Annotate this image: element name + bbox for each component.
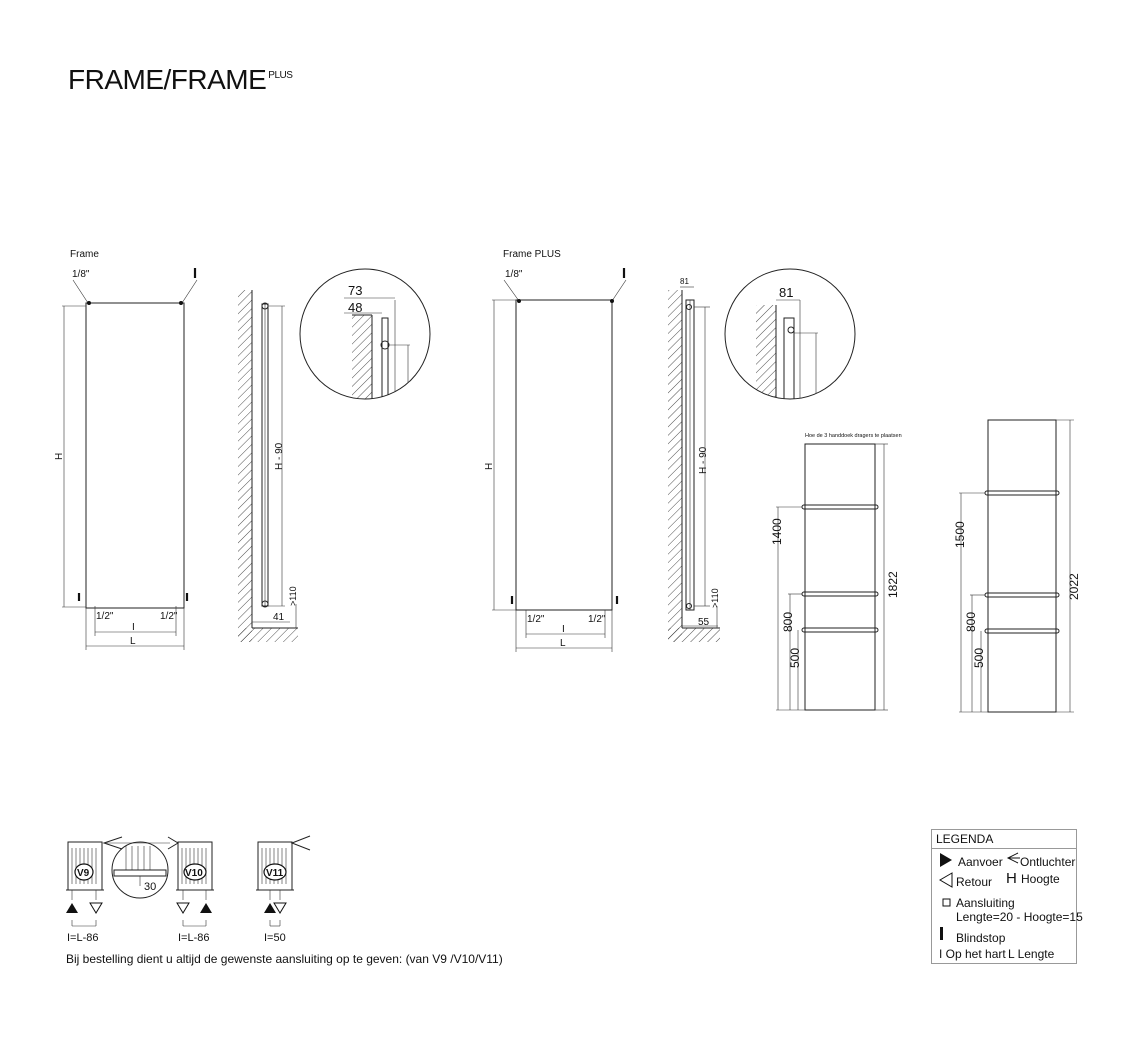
frame-side-view	[238, 290, 298, 642]
towel-rail-bar	[985, 593, 1059, 597]
aanvoer-icon	[66, 903, 78, 913]
blindstop-icon	[939, 926, 947, 942]
v9-label: V9	[77, 868, 90, 879]
frame-dim-41: 41	[273, 612, 285, 623]
frame-plus-label: Frame PLUS	[503, 249, 561, 260]
retour-icon	[177, 903, 189, 913]
connection-zoom	[112, 842, 168, 898]
towel-rail-right	[953, 420, 1081, 712]
legend-aanvoer: Aanvoer	[958, 855, 1003, 869]
towel-dim-1500: 1500	[953, 521, 967, 548]
towel-caption: Hoe de 3 handdoek dragers te plaatsen	[805, 433, 902, 439]
frame-dim-I: I	[132, 622, 135, 633]
connection-v11	[256, 836, 310, 944]
v9-dim: I=L-86	[67, 932, 99, 944]
frame-plus-detail-circle	[725, 269, 855, 408]
towel-dim-2022: 2022	[1067, 573, 1081, 600]
frame-plus-side-view	[668, 277, 720, 642]
legend-ontluchter: Ontluchter	[1020, 855, 1076, 869]
frame-thread-br: 1/2"	[160, 611, 178, 622]
legend-aansluiting-dims: Lengte=20 - Hoogte=15	[956, 910, 1083, 924]
towel-rail-bar	[985, 629, 1059, 633]
retour-icon	[274, 903, 286, 913]
v11-label: V11	[266, 868, 284, 879]
legend-title: LEGENDA	[932, 830, 1076, 849]
connection-v10	[168, 837, 214, 944]
frame-plus-panel	[516, 300, 612, 610]
towel-rail-left	[770, 433, 902, 710]
towel-dim-500: 500	[788, 647, 802, 668]
frame-plus-thread-bl: 1/2"	[527, 614, 545, 625]
frame-plus-dim-55: 55	[698, 617, 710, 628]
legend-box	[931, 829, 1083, 964]
title-sup: PLUS	[268, 70, 293, 81]
frame-plus-thread-top: 1/8"	[505, 269, 523, 280]
towel-rail-bar	[985, 491, 1059, 495]
frame-dim-L: L	[130, 636, 136, 647]
legend-h-letter: H	[1006, 870, 1017, 887]
towel-dim-800-right: 800	[964, 611, 978, 632]
frame-front-view	[54, 249, 197, 650]
aanvoer-icon	[938, 852, 954, 868]
frame-plus-dim-L: L	[560, 638, 566, 649]
v10-dim: I=L-86	[178, 932, 210, 944]
legend-aansluiting: Aansluiting	[956, 896, 1015, 910]
frame-dim-H: H	[54, 452, 65, 460]
frame-label: Frame	[70, 249, 99, 260]
towel-dim-1400: 1400	[770, 518, 784, 545]
ontluchter-icon	[292, 836, 310, 850]
frame-plus-dim-I: I	[562, 624, 565, 635]
detail-dim-73: 73	[348, 283, 363, 298]
frame-plus-dim-h90: H - 90	[698, 446, 709, 474]
frame-dim-h90: H - 90	[274, 442, 285, 470]
frame-plus-dim-110: >110	[710, 588, 720, 608]
legend-op-het-hart: I Op het hart	[939, 947, 1006, 961]
towel-dim-500-right: 500	[972, 647, 986, 668]
retour-icon	[938, 872, 954, 888]
v11-dim: I=50	[264, 932, 286, 944]
v10-label: V10	[185, 868, 203, 879]
retour-icon	[90, 903, 102, 913]
frame-plus-thread-br: 1/2"	[588, 614, 606, 625]
towel-dim-800: 800	[781, 611, 795, 632]
title-main: FRAME/FRAME	[68, 64, 267, 95]
frame-detail-circle	[300, 269, 430, 408]
frame-thread-top: 1/8"	[72, 269, 90, 280]
zoom-dim-30: 30	[144, 881, 157, 893]
aanvoer-icon	[200, 903, 212, 913]
towel-panel-left	[805, 444, 875, 710]
order-footnote: Bij bestelling dient u altijd de gewenste aansluiting op te geven: (van V9 /V10/V11)	[66, 952, 503, 966]
towel-rail-bar	[802, 505, 878, 509]
towel-rail-bar	[802, 628, 878, 632]
ontluchter-icon	[1005, 852, 1021, 866]
frame-plus-front-view	[484, 249, 626, 652]
frame-thread-bl: 1/2"	[96, 611, 114, 622]
frame-dim-110: >110	[288, 586, 298, 606]
towel-rail-bar	[802, 592, 878, 596]
detail-dim-48: 48	[348, 300, 363, 315]
towel-panel-right	[988, 420, 1056, 712]
aanvoer-icon	[264, 903, 276, 913]
detail-dim-81: 81	[779, 285, 794, 300]
frame-panel	[86, 303, 184, 608]
aansluiting-icon	[942, 898, 952, 908]
frame-plus-dim-H: H	[484, 462, 495, 470]
legend-blindstop: Blindstop	[956, 931, 1006, 945]
legend-lengte: L Lengte	[1008, 947, 1055, 961]
frame-plus-dim-81-small: 81	[680, 277, 689, 286]
legend-retour: Retour	[956, 875, 993, 889]
towel-dim-1822: 1822	[886, 571, 900, 598]
legend-hoogte: Hoogte	[1021, 872, 1060, 886]
